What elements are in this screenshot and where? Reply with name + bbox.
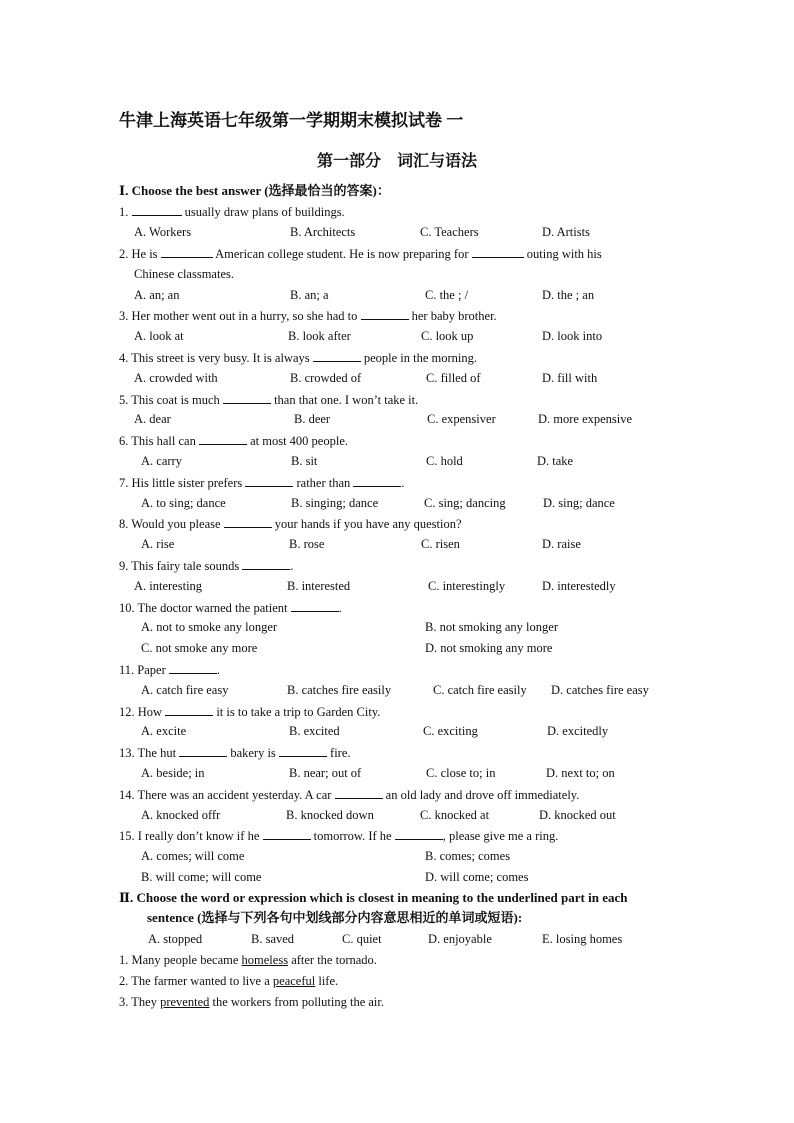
option[interactable]: B. catches fire easily — [287, 683, 392, 697]
option[interactable]: D. catches fire easy — [551, 683, 649, 697]
section1-heading: Ⅰ. Choose the best answer (选择最恰当的答案)： — [119, 183, 390, 198]
option[interactable]: B. not smoking any longer — [425, 620, 558, 634]
option[interactable]: A. not to smoke any longer — [141, 620, 278, 634]
option[interactable]: D. raise — [542, 537, 581, 551]
option[interactable]: D. next to; on — [546, 766, 615, 780]
option[interactable]: D. enjoyable — [428, 932, 492, 946]
option[interactable]: B. near; out of — [289, 766, 362, 780]
option[interactable]: A. an; an — [134, 288, 180, 302]
option[interactable]: D. take — [537, 454, 574, 468]
option[interactable]: A. Workers — [134, 225, 192, 239]
option[interactable]: B. rose — [289, 537, 325, 551]
option[interactable]: D. will come; comes — [425, 870, 529, 884]
option[interactable]: A. carry — [141, 454, 182, 468]
option[interactable]: C. hold — [426, 454, 463, 468]
option[interactable]: A. rise — [141, 537, 175, 551]
option[interactable]: A. look at — [134, 329, 184, 343]
option[interactable]: B. will come; will come — [141, 870, 262, 884]
sentence-3: 3. They prevented the workers from polluting the air. — [119, 995, 384, 1009]
option[interactable]: B. deer — [294, 412, 331, 426]
question-8: 8. Would you please your hands if you have any question? — [119, 517, 462, 531]
option[interactable]: B. interested — [287, 579, 351, 593]
question-15: 15. I really don’t know if he tomorrow. If he , please give me a ring. — [119, 829, 559, 843]
option[interactable]: C. not smoke any more — [141, 641, 258, 655]
section2-heading-continued: sentence (选择与下列各句中划线部分内容意思相近的单词或短语): — [147, 910, 523, 925]
question-14: 14. There was an accident yesterday. A car an old lady and drove off immediately. — [119, 788, 580, 802]
option[interactable]: A. dear — [134, 412, 171, 426]
option[interactable]: D. excitedly — [547, 724, 609, 738]
option[interactable]: C. Teachers — [420, 225, 479, 239]
option[interactable]: B. an; a — [290, 288, 329, 302]
option[interactable]: B. comes; comes — [425, 849, 511, 863]
exam-title: 牛津上海英语七年级第一学期期末模拟试卷 一 — [119, 111, 464, 130]
option[interactable]: A. interesting — [134, 579, 203, 593]
option[interactable]: C. the ; / — [425, 288, 469, 302]
option[interactable]: B. excited — [289, 724, 340, 738]
option[interactable]: D. not smoking any more — [425, 641, 553, 655]
option[interactable]: A. to sing; dance — [141, 496, 226, 510]
question-13: 13. The hut bakery is fire. — [119, 746, 351, 760]
option[interactable]: B. look after — [288, 329, 351, 343]
option[interactable]: C. exciting — [423, 724, 478, 738]
underlined-word: peaceful — [272, 974, 316, 988]
option[interactable]: B. singing; dance — [291, 496, 379, 510]
option[interactable]: B. saved — [251, 932, 295, 946]
option[interactable]: C. knocked at — [420, 808, 490, 822]
sentence-1: 1. Many people became homeless after the tornado. — [119, 953, 377, 967]
question-11: 11. Paper . — [119, 663, 220, 677]
option[interactable]: C. sing; dancing — [424, 496, 506, 510]
option[interactable]: C. expensiver — [427, 412, 496, 426]
option[interactable]: B. crowded of — [290, 371, 362, 385]
question-2: 2. He is American college student. He is now preparing for outing with his — [119, 247, 602, 261]
option[interactable]: C. interestingly — [428, 579, 506, 593]
option[interactable]: C. quiet — [342, 932, 382, 946]
question-1: 1. usually draw plans of buildings. — [119, 205, 345, 219]
option[interactable]: D. knocked out — [539, 808, 616, 822]
option[interactable]: D. fill with — [542, 371, 598, 385]
option[interactable]: D. more expensive — [538, 412, 633, 426]
option[interactable]: A. excite — [141, 724, 187, 738]
question-6: 6. This hall can at most 400 people. — [119, 434, 348, 448]
option[interactable]: C. filled of — [426, 371, 481, 385]
question-9: 9. This fairy tale sounds . — [119, 559, 294, 573]
option[interactable]: C. close to; in — [426, 766, 496, 780]
underlined-word: prevented — [160, 995, 210, 1009]
option[interactable]: A. comes; will come — [141, 849, 245, 863]
question-3: 3. Her mother went out in a hurry, so she had to her baby brother. — [119, 309, 497, 323]
option[interactable]: A. stopped — [148, 932, 203, 946]
question-10: 10. The doctor warned the patient . — [119, 601, 342, 615]
option[interactable]: D. the ; an — [542, 288, 595, 302]
part-title: 第一部分 词汇与语法 — [316, 153, 477, 170]
option[interactable]: D. sing; dance — [543, 496, 615, 510]
sentence-2: 2. The farmer wanted to live a peaceful life. — [119, 974, 339, 988]
question-12: 12. How it is to take a trip to Garden City. — [119, 705, 381, 719]
option[interactable]: D. look into — [542, 329, 603, 343]
underlined-word: homeless — [241, 953, 289, 967]
option[interactable]: C. catch fire easily — [433, 683, 527, 697]
option[interactable]: C. risen — [421, 537, 460, 551]
option[interactable]: C. look up — [421, 329, 474, 343]
question-7: 7. His little sister prefers rather than . — [119, 476, 405, 490]
option[interactable]: A. crowded with — [134, 371, 218, 385]
section2-heading: Ⅱ. Choose the word or expression which is closest in meaning to the underlined part in each — [119, 890, 628, 905]
question-5: 5. This coat is much than that one. I won’t take it. — [119, 393, 419, 407]
option[interactable]: D. interestedly — [542, 579, 616, 593]
question-4: 4. This street is very busy. It is always people in the morning. — [119, 351, 478, 365]
option[interactable]: B. Architects — [290, 225, 356, 239]
option[interactable]: A. catch fire easy — [141, 683, 229, 697]
option[interactable]: A. beside; in — [141, 766, 205, 780]
option[interactable]: D. Artists — [542, 225, 590, 239]
option[interactable]: A. knocked offr — [141, 808, 221, 822]
option[interactable]: E. losing homes — [542, 932, 623, 946]
question-2-continued: Chinese classmates. — [134, 267, 234, 281]
option[interactable]: B. knocked down — [286, 808, 374, 822]
option[interactable]: B. sit — [291, 454, 318, 468]
